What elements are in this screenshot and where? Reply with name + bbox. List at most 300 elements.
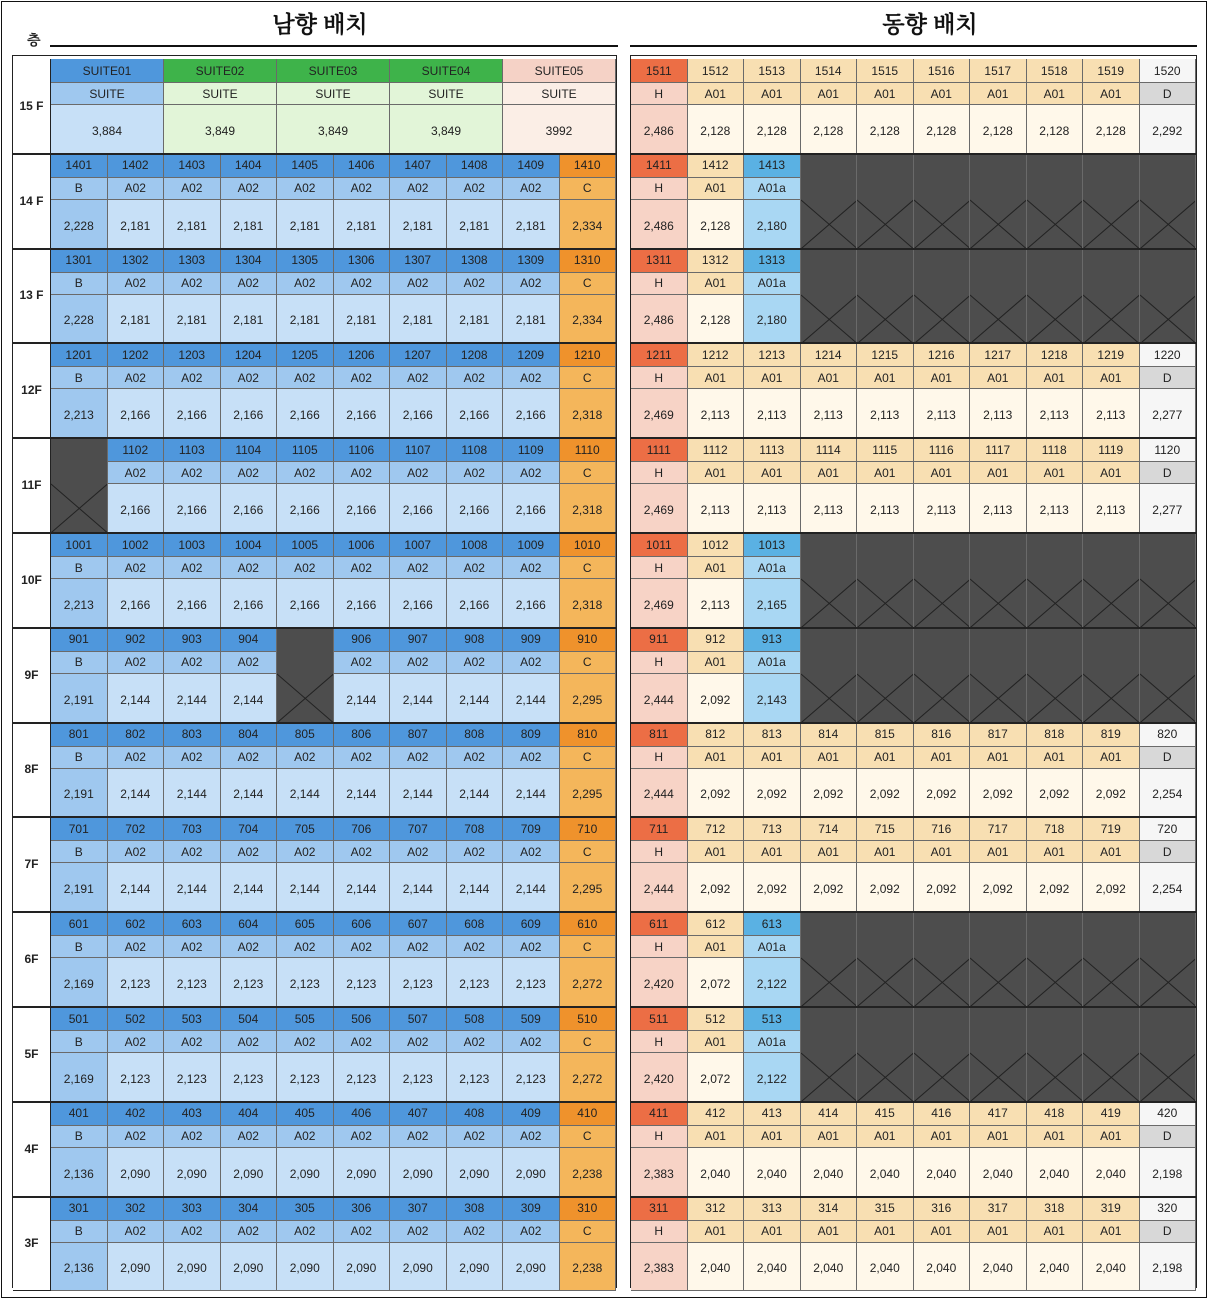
unit-id[interactable]: 1002 bbox=[108, 533, 165, 557]
unit-id[interactable]: 1104 bbox=[221, 438, 278, 462]
unit-price: 2,128 bbox=[857, 105, 914, 154]
unit-price: 2,228 bbox=[51, 200, 108, 249]
unit-id[interactable]: 410 bbox=[560, 1102, 617, 1126]
blocked-cross-icon bbox=[1140, 628, 1197, 723]
unit-id[interactable]: 1311 bbox=[631, 249, 688, 273]
unit-price: 2,198 bbox=[1140, 1243, 1197, 1292]
unit-price: 2,469 bbox=[631, 579, 688, 628]
unit-type: A02 bbox=[108, 178, 165, 200]
blocked-unit bbox=[1140, 533, 1197, 628]
unit-id[interactable]: 1218 bbox=[1027, 343, 1084, 367]
unit-id[interactable]: 1217 bbox=[970, 343, 1027, 367]
unit-id[interactable]: 1115 bbox=[857, 438, 914, 462]
unit-price: 2,486 bbox=[631, 200, 688, 249]
unit-id[interactable]: 1118 bbox=[1027, 438, 1084, 462]
unit-id[interactable]: 1004 bbox=[221, 533, 278, 557]
unit-id[interactable]: 807 bbox=[390, 723, 447, 747]
unit-id[interactable]: 1204 bbox=[221, 343, 278, 367]
unit-id[interactable]: 910 bbox=[560, 628, 617, 652]
unit-type: A02 bbox=[334, 462, 391, 484]
unit-id[interactable]: 815 bbox=[857, 723, 914, 747]
unit-id[interactable]: 720 bbox=[1140, 817, 1197, 841]
unit-price: 2,123 bbox=[334, 958, 391, 1007]
unit-id[interactable]: 308 bbox=[447, 1197, 504, 1221]
unit-type: A02 bbox=[164, 178, 221, 200]
unit-id[interactable]: 307 bbox=[390, 1197, 447, 1221]
unit-price: 2,092 bbox=[744, 863, 801, 912]
unit-id[interactable]: 1111 bbox=[631, 438, 688, 462]
unit-id[interactable]: 904 bbox=[221, 628, 278, 652]
unit-id[interactable]: 715 bbox=[857, 817, 914, 841]
unit-id[interactable]: 709 bbox=[503, 817, 560, 841]
unit-id[interactable]: 1309 bbox=[503, 249, 560, 273]
unit-id[interactable]: 1216 bbox=[914, 343, 971, 367]
unit-id[interactable]: 1213 bbox=[744, 343, 801, 367]
unit-id[interactable]: 1301 bbox=[51, 249, 108, 273]
unit-id[interactable]: 718 bbox=[1027, 817, 1084, 841]
unit-id[interactable]: 1511 bbox=[631, 59, 688, 83]
unit-type: A02 bbox=[503, 178, 560, 200]
unit-price: 2,181 bbox=[277, 200, 334, 249]
unit-type: A02 bbox=[221, 936, 278, 958]
unit-id[interactable]: 901 bbox=[51, 628, 108, 652]
unit-id[interactable]: 1005 bbox=[277, 533, 334, 557]
unit-id[interactable]: 508 bbox=[447, 1007, 504, 1031]
unit-type: A02 bbox=[164, 936, 221, 958]
unit-id[interactable]: 1007 bbox=[390, 533, 447, 557]
unit-type: A01 bbox=[801, 462, 858, 484]
unit-price: 2,123 bbox=[108, 1053, 165, 1102]
unit-price: 2,144 bbox=[108, 863, 165, 912]
unit-type: A02 bbox=[390, 747, 447, 769]
unit-id[interactable]: 305 bbox=[277, 1197, 334, 1221]
unit-price: 2,166 bbox=[447, 579, 504, 628]
unit-price: 2,072 bbox=[688, 958, 745, 1007]
unit-id[interactable]: 704 bbox=[221, 817, 278, 841]
unit-id[interactable]: 420 bbox=[1140, 1102, 1197, 1126]
suite-unit-id[interactable]: SUITE01 bbox=[51, 59, 164, 83]
unit-id[interactable]: 511 bbox=[631, 1007, 688, 1031]
unit-id[interactable]: 818 bbox=[1027, 723, 1084, 747]
unit-id[interactable]: 1003 bbox=[164, 533, 221, 557]
unit-id[interactable]: 512 bbox=[688, 1007, 745, 1031]
unit-id[interactable]: 1001 bbox=[51, 533, 108, 557]
unit-id[interactable]: 312 bbox=[688, 1197, 745, 1221]
unit-id[interactable]: 1512 bbox=[688, 59, 745, 83]
unit-id[interactable]: 413 bbox=[744, 1102, 801, 1126]
unit-id[interactable]: 311 bbox=[631, 1197, 688, 1221]
unit-id[interactable]: 817 bbox=[970, 723, 1027, 747]
blocked-cross-icon bbox=[1027, 1007, 1084, 1102]
unit-id[interactable]: 1219 bbox=[1083, 343, 1140, 367]
unit-id[interactable]: 1307 bbox=[390, 249, 447, 273]
unit-type: A02 bbox=[164, 652, 221, 674]
unit-id[interactable]: 1409 bbox=[503, 154, 560, 178]
unit-id[interactable]: 906 bbox=[334, 628, 391, 652]
unit-id[interactable]: 503 bbox=[164, 1007, 221, 1031]
unit-id[interactable]: 611 bbox=[631, 912, 688, 936]
unit-price: 2,191 bbox=[51, 674, 108, 723]
unit-id[interactable]: 814 bbox=[801, 723, 858, 747]
unit-id[interactable]: 1009 bbox=[503, 533, 560, 557]
unit-type: A01 bbox=[688, 273, 745, 295]
unit-id[interactable]: 1109 bbox=[503, 438, 560, 462]
unit-price: 2,181 bbox=[221, 200, 278, 249]
unit-price: 2,181 bbox=[108, 200, 165, 249]
unit-id[interactable]: 812 bbox=[688, 723, 745, 747]
unit-id[interactable]: 808 bbox=[447, 723, 504, 747]
unit-id[interactable]: 705 bbox=[277, 817, 334, 841]
unit-price: 2,228 bbox=[51, 295, 108, 344]
unit-id[interactable]: 418 bbox=[1027, 1102, 1084, 1126]
floor-divider bbox=[13, 627, 617, 629]
unit-id[interactable]: 811 bbox=[631, 723, 688, 747]
unit-price: 2,090 bbox=[503, 1148, 560, 1197]
unit-price: 2,040 bbox=[744, 1243, 801, 1292]
blocked-unit bbox=[857, 912, 914, 1007]
unit-price: 2,444 bbox=[631, 769, 688, 818]
unit-id[interactable]: 1112 bbox=[688, 438, 745, 462]
unit-type: A01 bbox=[801, 367, 858, 389]
unit-id[interactable]: 607 bbox=[390, 912, 447, 936]
unit-id[interactable]: 717 bbox=[970, 817, 1027, 841]
unit-id[interactable]: 403 bbox=[164, 1102, 221, 1126]
unit-id[interactable]: 1408 bbox=[447, 154, 504, 178]
unit-price: 2,166 bbox=[277, 484, 334, 533]
blocked-unit bbox=[1027, 154, 1084, 249]
unit-id[interactable]: 1313 bbox=[744, 249, 801, 273]
unit-id[interactable]: 1306 bbox=[334, 249, 391, 273]
unit-id[interactable]: 806 bbox=[334, 723, 391, 747]
unit-id[interactable]: 1205 bbox=[277, 343, 334, 367]
unit-id[interactable]: 907 bbox=[390, 628, 447, 652]
unit-type: A02 bbox=[164, 1126, 221, 1148]
blocked-unit bbox=[1027, 1007, 1084, 1102]
suite-unit-id[interactable]: SUITE02 bbox=[164, 59, 277, 83]
unit-id[interactable]: 714 bbox=[801, 817, 858, 841]
unit-id[interactable]: 513 bbox=[744, 1007, 801, 1031]
unit-id[interactable]: 701 bbox=[51, 817, 108, 841]
unit-id[interactable]: 406 bbox=[334, 1102, 391, 1126]
blocked-cross-icon bbox=[801, 154, 858, 249]
unit-id[interactable]: 1406 bbox=[334, 154, 391, 178]
unit-price: 2,090 bbox=[447, 1148, 504, 1197]
unit-price: 2,128 bbox=[970, 105, 1027, 154]
unit-price: 2,136 bbox=[51, 1148, 108, 1197]
unit-id[interactable]: 1305 bbox=[277, 249, 334, 273]
unit-id[interactable]: 1516 bbox=[914, 59, 971, 83]
unit-id[interactable]: 1110 bbox=[560, 438, 617, 462]
unit-id[interactable]: 703 bbox=[164, 817, 221, 841]
unit-id[interactable]: 1208 bbox=[447, 343, 504, 367]
unit-id[interactable]: 903 bbox=[164, 628, 221, 652]
unit-type: A02 bbox=[277, 178, 334, 200]
unit-id[interactable]: 506 bbox=[334, 1007, 391, 1031]
blocked-cross-icon bbox=[801, 1007, 858, 1102]
unit-id[interactable]: 414 bbox=[801, 1102, 858, 1126]
unit-id[interactable]: 1207 bbox=[390, 343, 447, 367]
unit-price: 2,113 bbox=[857, 389, 914, 438]
unit-type: A01 bbox=[688, 747, 745, 769]
unit-id[interactable]: 804 bbox=[221, 723, 278, 747]
unit-price: 2,113 bbox=[744, 484, 801, 533]
unit-price: 2,123 bbox=[108, 958, 165, 1007]
unit-id[interactable]: 314 bbox=[801, 1197, 858, 1221]
unit-id[interactable]: 902 bbox=[108, 628, 165, 652]
unit-id[interactable]: 708 bbox=[447, 817, 504, 841]
unit-id[interactable]: 716 bbox=[914, 817, 971, 841]
unit-id[interactable]: 1413 bbox=[744, 154, 801, 178]
unit-id[interactable]: 809 bbox=[503, 723, 560, 747]
unit-id[interactable]: 913 bbox=[744, 628, 801, 652]
unit-id[interactable]: 719 bbox=[1083, 817, 1140, 841]
unit-id[interactable]: 315 bbox=[857, 1197, 914, 1221]
floor-divider bbox=[631, 816, 1196, 818]
unit-id[interactable]: 1108 bbox=[447, 438, 504, 462]
unit-id[interactable]: 301 bbox=[51, 1197, 108, 1221]
unit-id[interactable]: 1308 bbox=[447, 249, 504, 273]
unit-id[interactable]: 820 bbox=[1140, 723, 1197, 747]
unit-id[interactable]: 1214 bbox=[801, 343, 858, 367]
unit-id[interactable]: 1006 bbox=[334, 533, 391, 557]
unit-price: 2,092 bbox=[1083, 863, 1140, 912]
blocked-cross-icon bbox=[277, 628, 334, 723]
unit-id[interactable]: 405 bbox=[277, 1102, 334, 1126]
unit-id[interactable]: 909 bbox=[503, 628, 560, 652]
unit-id[interactable]: 502 bbox=[108, 1007, 165, 1031]
unit-id[interactable]: 1410 bbox=[560, 154, 617, 178]
unit-id[interactable]: 908 bbox=[447, 628, 504, 652]
unit-id[interactable]: 606 bbox=[334, 912, 391, 936]
unit-id[interactable]: 1114 bbox=[801, 438, 858, 462]
unit-id[interactable]: 1402 bbox=[108, 154, 165, 178]
unit-id[interactable]: 402 bbox=[108, 1102, 165, 1126]
unit-type: A01 bbox=[1027, 747, 1084, 769]
unit-id[interactable]: 1107 bbox=[390, 438, 447, 462]
unit-id[interactable]: 609 bbox=[503, 912, 560, 936]
unit-id[interactable]: 1206 bbox=[334, 343, 391, 367]
blocked-unit bbox=[1027, 628, 1084, 723]
unit-id[interactable]: 612 bbox=[688, 912, 745, 936]
unit-id[interactable]: 1303 bbox=[164, 249, 221, 273]
unit-id[interactable]: 507 bbox=[390, 1007, 447, 1031]
unit-price: 2,144 bbox=[164, 769, 221, 818]
unit-id[interactable]: 401 bbox=[51, 1102, 108, 1126]
unit-id[interactable]: 310 bbox=[560, 1197, 617, 1221]
unit-id[interactable]: 601 bbox=[51, 912, 108, 936]
unit-id[interactable]: 1404 bbox=[221, 154, 278, 178]
unit-id[interactable]: 819 bbox=[1083, 723, 1140, 747]
unit-type: A01a bbox=[744, 178, 801, 200]
unit-id[interactable]: 1401 bbox=[51, 154, 108, 178]
unit-id[interactable]: 404 bbox=[221, 1102, 278, 1126]
unit-id[interactable]: 318 bbox=[1027, 1197, 1084, 1221]
unit-id[interactable]: 707 bbox=[390, 817, 447, 841]
unit-type: A02 bbox=[503, 1221, 560, 1243]
unit-id[interactable]: 415 bbox=[857, 1102, 914, 1126]
unit-id[interactable]: 603 bbox=[164, 912, 221, 936]
blocked-unit bbox=[1140, 249, 1197, 344]
unit-id[interactable]: 1113 bbox=[744, 438, 801, 462]
unit-id[interactable]: 509 bbox=[503, 1007, 560, 1031]
unit-id[interactable]: 1119 bbox=[1083, 438, 1140, 462]
unit-id[interactable]: 501 bbox=[51, 1007, 108, 1031]
unit-id[interactable]: 1201 bbox=[51, 343, 108, 367]
unit-id[interactable]: 1105 bbox=[277, 438, 334, 462]
unit-price: 2,040 bbox=[688, 1243, 745, 1292]
unit-id[interactable]: 1519 bbox=[1083, 59, 1140, 83]
unit-id[interactable]: 1411 bbox=[631, 154, 688, 178]
unit-id[interactable]: 710 bbox=[560, 817, 617, 841]
unit-id[interactable]: 1405 bbox=[277, 154, 334, 178]
unit-id[interactable]: 419 bbox=[1083, 1102, 1140, 1126]
unit-type: A01 bbox=[801, 1126, 858, 1148]
unit-price: 2,128 bbox=[801, 105, 858, 154]
unit-id[interactable]: 1312 bbox=[688, 249, 745, 273]
unit-type: A01 bbox=[914, 367, 971, 389]
unit-type: A01 bbox=[801, 747, 858, 769]
suite-unit-id[interactable]: SUITE03 bbox=[277, 59, 390, 83]
unit-id[interactable]: 1010 bbox=[560, 533, 617, 557]
unit-type: A01 bbox=[857, 747, 914, 769]
floor-divider bbox=[13, 1196, 617, 1198]
blocked-cross-icon bbox=[857, 249, 914, 344]
unit-type: C bbox=[560, 557, 617, 579]
unit-id[interactable]: 1008 bbox=[447, 533, 504, 557]
unit-id[interactable]: 1202 bbox=[108, 343, 165, 367]
unit-id[interactable]: 1302 bbox=[108, 249, 165, 273]
unit-id[interactable]: 1210 bbox=[560, 343, 617, 367]
unit-type: H bbox=[631, 747, 688, 769]
unit-id[interactable]: 1407 bbox=[390, 154, 447, 178]
unit-id[interactable]: 803 bbox=[164, 723, 221, 747]
unit-id[interactable]: 416 bbox=[914, 1102, 971, 1126]
unit-id[interactable]: 303 bbox=[164, 1197, 221, 1221]
unit-id[interactable]: 1403 bbox=[164, 154, 221, 178]
unit-id[interactable]: 1106 bbox=[334, 438, 391, 462]
unit-id[interactable]: 813 bbox=[744, 723, 801, 747]
unit-id[interactable]: 1012 bbox=[688, 533, 745, 557]
unit-type: A01a bbox=[744, 273, 801, 295]
unit-id[interactable]: 304 bbox=[221, 1197, 278, 1221]
blocked-cross-icon bbox=[801, 533, 858, 628]
unit-id[interactable]: 408 bbox=[447, 1102, 504, 1126]
unit-id[interactable]: 510 bbox=[560, 1007, 617, 1031]
unit-id[interactable]: 604 bbox=[221, 912, 278, 936]
unit-id[interactable]: 407 bbox=[390, 1102, 447, 1126]
unit-id[interactable]: 602 bbox=[108, 912, 165, 936]
unit-id[interactable]: 1011 bbox=[631, 533, 688, 557]
unit-price: 2,113 bbox=[801, 484, 858, 533]
unit-type: A02 bbox=[221, 1221, 278, 1243]
unit-id[interactable]: 1103 bbox=[164, 438, 221, 462]
unit-price: 2,040 bbox=[857, 1243, 914, 1292]
unit-id[interactable]: 1212 bbox=[688, 343, 745, 367]
unit-id[interactable]: 505 bbox=[277, 1007, 334, 1031]
unit-id[interactable]: 412 bbox=[688, 1102, 745, 1126]
blocked-unit bbox=[970, 628, 1027, 723]
unit-type: A02 bbox=[277, 1031, 334, 1053]
unit-id[interactable]: 313 bbox=[744, 1197, 801, 1221]
unit-id[interactable]: 1102 bbox=[108, 438, 165, 462]
unit-id[interactable]: 302 bbox=[108, 1197, 165, 1221]
unit-price: 2,318 bbox=[560, 484, 617, 533]
unit-id[interactable]: 605 bbox=[277, 912, 334, 936]
unit-id[interactable]: 706 bbox=[334, 817, 391, 841]
unit-id[interactable]: 319 bbox=[1083, 1197, 1140, 1221]
unit-id[interactable]: 1117 bbox=[970, 438, 1027, 462]
unit-id[interactable]: 1215 bbox=[857, 343, 914, 367]
unit-type: A02 bbox=[221, 1126, 278, 1148]
unit-id[interactable]: 1412 bbox=[688, 154, 745, 178]
unit-id[interactable]: 613 bbox=[744, 912, 801, 936]
unit-id[interactable]: 802 bbox=[108, 723, 165, 747]
unit-id[interactable]: 805 bbox=[277, 723, 334, 747]
unit-id[interactable]: 608 bbox=[447, 912, 504, 936]
unit-id[interactable]: 409 bbox=[503, 1102, 560, 1126]
unit-id[interactable]: 1211 bbox=[631, 343, 688, 367]
unit-id[interactable]: 1013 bbox=[744, 533, 801, 557]
unit-id[interactable]: 309 bbox=[503, 1197, 560, 1221]
unit-id[interactable]: 1203 bbox=[164, 343, 221, 367]
unit-price: 2,181 bbox=[503, 295, 560, 344]
unit-id[interactable]: 1515 bbox=[857, 59, 914, 83]
unit-id[interactable]: 1517 bbox=[970, 59, 1027, 83]
unit-id[interactable]: 1304 bbox=[221, 249, 278, 273]
unit-id[interactable]: 816 bbox=[914, 723, 971, 747]
unit-id[interactable]: 1514 bbox=[801, 59, 858, 83]
unit-id[interactable]: 801 bbox=[51, 723, 108, 747]
unit-type: A02 bbox=[164, 273, 221, 295]
unit-id[interactable]: 713 bbox=[744, 817, 801, 841]
unit-id[interactable]: 911 bbox=[631, 628, 688, 652]
unit-type: C bbox=[560, 652, 617, 674]
unit-id[interactable]: 1116 bbox=[914, 438, 971, 462]
unit-id[interactable]: 1518 bbox=[1027, 59, 1084, 83]
unit-id[interactable]: 711 bbox=[631, 817, 688, 841]
unit-id[interactable]: 712 bbox=[688, 817, 745, 841]
unit-id[interactable]: 1120 bbox=[1140, 438, 1197, 462]
unit-id[interactable]: 610 bbox=[560, 912, 617, 936]
suite-unit-id[interactable]: SUITE04 bbox=[390, 59, 503, 83]
unit-id[interactable]: 1513 bbox=[744, 59, 801, 83]
unit-id[interactable]: 1520 bbox=[1140, 59, 1197, 83]
unit-type: A02 bbox=[503, 652, 560, 674]
unit-id[interactable]: 702 bbox=[108, 817, 165, 841]
unit-id[interactable]: 306 bbox=[334, 1197, 391, 1221]
unit-type: A01 bbox=[688, 178, 745, 200]
unit-id[interactable]: 1310 bbox=[560, 249, 617, 273]
unit-id[interactable]: 1220 bbox=[1140, 343, 1197, 367]
unit-type: B bbox=[51, 178, 108, 200]
unit-id[interactable]: 1209 bbox=[503, 343, 560, 367]
east-section-title: 동향 배치 bbox=[882, 11, 978, 37]
unit-type: A01 bbox=[744, 462, 801, 484]
unit-id[interactable]: 912 bbox=[688, 628, 745, 652]
unit-id[interactable]: 411 bbox=[631, 1102, 688, 1126]
unit-type: A02 bbox=[503, 273, 560, 295]
unit-id[interactable]: 320 bbox=[1140, 1197, 1197, 1221]
unit-id[interactable]: 810 bbox=[560, 723, 617, 747]
unit-price: 2,334 bbox=[560, 200, 617, 249]
suite-unit-id[interactable]: SUITE05 bbox=[503, 59, 616, 83]
unit-id[interactable]: 316 bbox=[914, 1197, 971, 1221]
unit-id[interactable]: 417 bbox=[970, 1102, 1027, 1126]
suite-unit-price: 3,849 bbox=[390, 105, 503, 154]
unit-type: A02 bbox=[108, 652, 165, 674]
unit-id[interactable]: 317 bbox=[970, 1197, 1027, 1221]
unit-id[interactable]: 504 bbox=[221, 1007, 278, 1031]
